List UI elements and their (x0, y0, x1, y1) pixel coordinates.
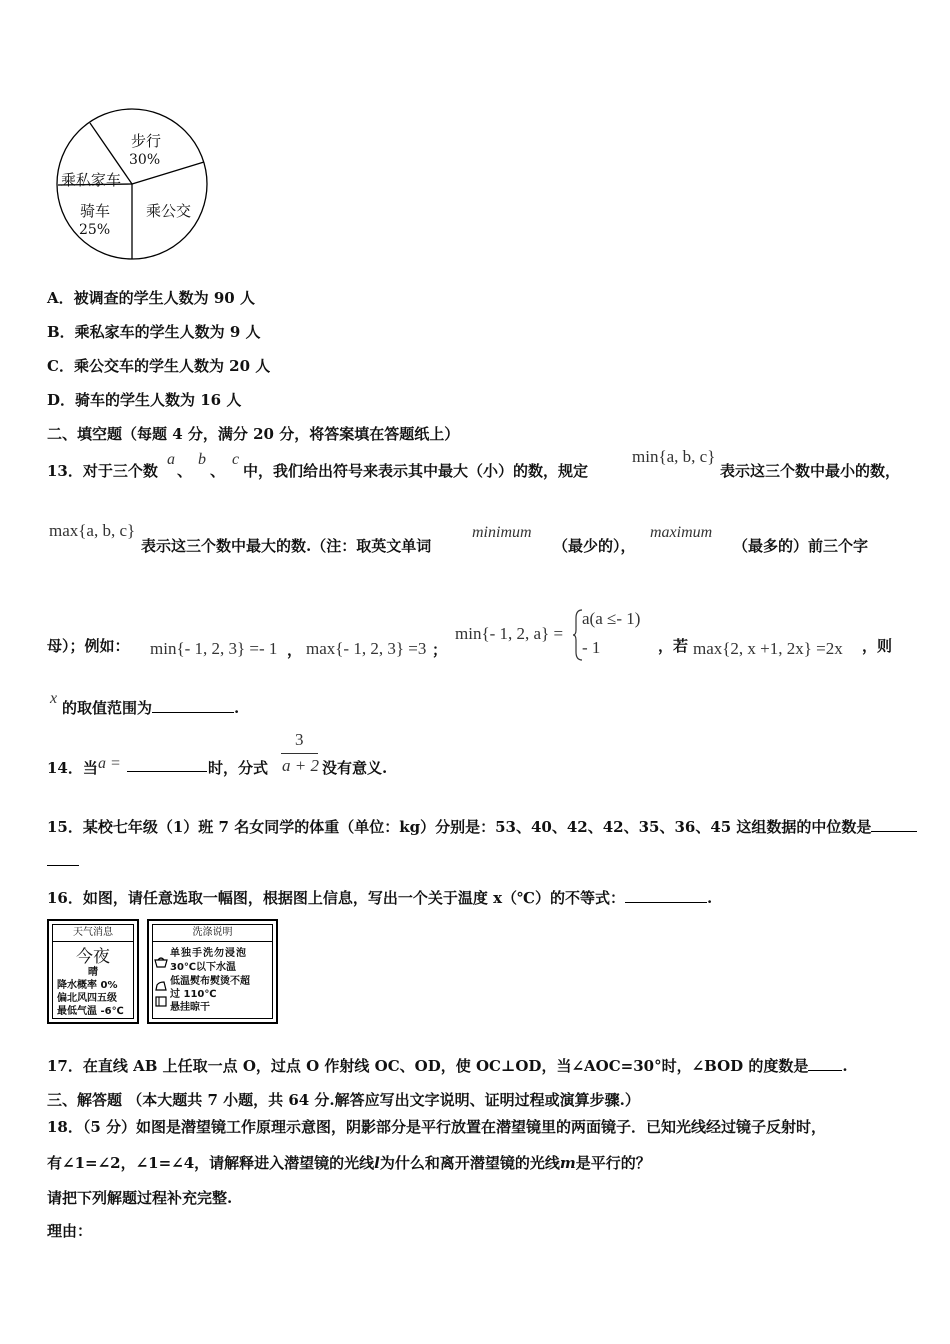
q14-blank-wrap (127, 757, 207, 776)
weather-line-2: 降水概率 0% (57, 980, 118, 991)
q18-line1: 18．（5 分）如图是潜望镜工作原理示意图，阴影部分是平行放置在潜望镜里的两面镜子．已知光线经过镜子反射时， (47, 1118, 827, 1136)
var-x: x (50, 690, 58, 707)
q17-question: 17．在直线 AB 上任取一点 O，过点 O 作射线 OC、OD，使 OC⊥OD，当∠AOC=30°时，∠BOD 的度数是 (47, 1057, 809, 1075)
q14-intro: 14．当 (47, 759, 98, 777)
example-max: max{- 1, 2, 3} =3 (306, 639, 427, 658)
option-a: A．被调查的学生人数为 90 人 (47, 289, 255, 307)
word-minimum: minimum (472, 524, 532, 541)
wash-title: 洗涤说明 (153, 925, 272, 942)
q13-sep1: 、 (177, 462, 193, 480)
word-maximum: maximum (650, 524, 713, 541)
q13-text4: 表示这三个数中最大的数.（注：取英文单词 (141, 537, 432, 555)
q13-line1 (47, 460, 158, 481)
hand-wash-icon (154, 956, 168, 968)
pie-label-walk: 步行 (131, 132, 162, 150)
q18-var-l: l (374, 1154, 380, 1172)
option-c: C．乘公交车的学生人数为 20 人 (47, 357, 271, 375)
q18-line2 (47, 1152, 651, 1173)
q15-question: 15．某校七年级（1）班 7 名女同学的体重（单位：kg）分别是：53、40、42、42、35、36、45 这组数据的中位数是 (47, 818, 872, 836)
q17-answer-blank[interactable] (808, 1056, 842, 1071)
max-condition: max{2, x +1, 2x} =2x (693, 639, 843, 658)
fraction-denominator: a + 2 (282, 756, 319, 775)
q15-text (47, 816, 917, 837)
q13-comma: ， (287, 641, 303, 659)
q13-text5: （最少的）， (553, 537, 636, 555)
q13-text7: 母）；例如： (47, 637, 130, 655)
var-b: b (198, 451, 206, 468)
max-abc: max{a, b, c} (49, 521, 136, 540)
q14-a-eq: a = (98, 755, 121, 772)
weather-big-text: 今夜 (76, 947, 110, 967)
wash-line-5: 悬挂晾干 (170, 1002, 210, 1013)
wash-line-4: 过 110℃ (170, 989, 217, 1000)
weather-panel (47, 919, 139, 1024)
q13-intro: 13．对于三个数 (47, 462, 158, 480)
wash-line-1: 单独手洗勿浸泡 (170, 948, 247, 959)
weather-title: 天气消息 (53, 925, 133, 942)
weather-panel-inner (52, 924, 134, 1019)
section-3-heading: 三、解答题 （本大题共 7 小题，共 64 分.解答应写出文字说明、证明过程或演算步骤.） (47, 1091, 640, 1109)
q16-question: 16．如图，请任意选取一幅图，根据图上信息，写出一个关于温度 x（℃）的不等式： (47, 889, 626, 907)
example-piecewise-left: min{- 1, 2, a} = (455, 624, 564, 643)
q18-line2c: 是平行的？ (575, 1154, 651, 1172)
hanger-icon (154, 995, 168, 1007)
pie-label-bus: 乘公交 (146, 202, 192, 220)
q16-answer-blank[interactable] (625, 888, 707, 903)
section-2-heading: 二、填空题（每题 4 分，满分 20 分，将答案填在答题纸上） (47, 425, 460, 443)
weather-line-1: 晴 (88, 967, 98, 978)
q18-line3: 请把下列解题过程补充完整. (47, 1189, 233, 1207)
weather-line-3: 偏北风四五级 (57, 993, 117, 1004)
q18-line2a: 有∠1=∠2，∠1=∠4，请解释进入潜望镜的光线 (47, 1154, 375, 1172)
q13-text2: 中，我们给出符号来表示其中最大（小）的数，规定 (243, 462, 589, 480)
weather-line-4: 最低气温 -6℃ (57, 1006, 124, 1017)
option-d: D．骑车的学生人数为 16 人 (47, 391, 242, 409)
q17-period: . (842, 1057, 848, 1075)
pie-pct-walk: 30% (129, 152, 161, 168)
pie-pct-bike: 25% (79, 222, 111, 238)
option-b: B．乘私家车的学生人数为 9 人 (47, 323, 261, 341)
q13-text8: ，若 (658, 637, 689, 655)
q13-range (62, 697, 239, 718)
q14-answer-blank[interactable] (127, 757, 207, 772)
q18-var-m: m (559, 1154, 576, 1172)
piecewise-case-2: - 1 (582, 638, 601, 657)
q18-line2b: 为什么和离开潜望镜的光线 (379, 1154, 560, 1172)
q14-text2: 时，分式 (208, 759, 269, 777)
q13-text3: 表示这三个数中最小的数， (720, 462, 901, 480)
q18-line4: 理由： (47, 1222, 93, 1240)
q13-period: . (234, 699, 240, 717)
wash-panel (147, 919, 278, 1024)
q13-text9: ，则 (862, 637, 893, 655)
wash-line-3: 低温熨布熨烫不超 (170, 976, 250, 987)
var-a: a (167, 451, 175, 468)
pie-label-car: 乘私家车 (61, 171, 122, 189)
wash-line-2: 30℃以下水温 (170, 962, 237, 973)
piecewise-case-1: a(a ≤- 1) (582, 609, 641, 628)
example-min: min{- 1, 2, 3} =- 1 (150, 639, 278, 658)
iron-icon (154, 980, 168, 992)
q13-text6: （最多的）前三个字 (733, 537, 869, 555)
q15-answer-blank-1[interactable] (871, 817, 917, 832)
wash-panel-inner (152, 924, 273, 1019)
q14-text3: 没有意义. (322, 759, 388, 777)
q15-answer-blank-2[interactable] (47, 865, 79, 866)
q16-period: . (707, 889, 713, 907)
q13-sep2: 、 (210, 462, 226, 480)
pie-label-bike: 骑车 (80, 202, 111, 220)
q16-text (47, 887, 712, 908)
q13-semi: ； (432, 641, 448, 659)
min-abc: min{a, b, c} (632, 447, 716, 466)
q17-text (47, 1055, 848, 1076)
q13-answer-blank[interactable] (152, 698, 234, 713)
fraction-numerator: 3 (295, 730, 304, 749)
fraction-bar (281, 753, 318, 754)
q13-range-text: 的取值范围为 (62, 699, 153, 717)
var-c: c (232, 451, 240, 468)
